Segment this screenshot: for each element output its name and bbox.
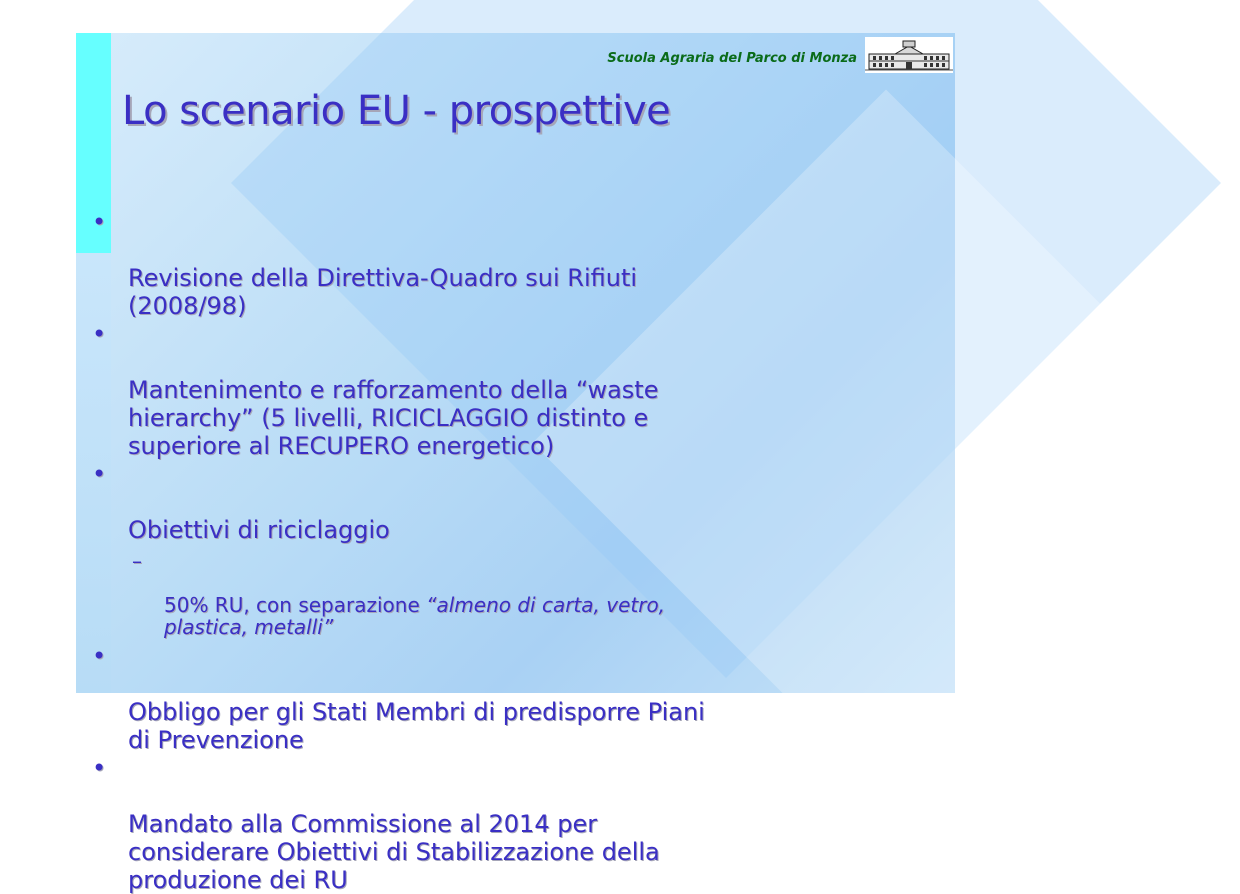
- building-icon: [865, 37, 953, 73]
- bullet-text: Obbligo per gli Stati Membri di predisporre Piani di Prevenzione: [128, 698, 705, 754]
- bullet-text: Revisione della Direttiva-Quadro sui Rifiuti (2008/98): [128, 264, 638, 320]
- sub-bullet-lead: 50% RU, con separazione: [164, 593, 427, 617]
- bullet-item: [90, 754, 870, 894]
- bullet-dot-icon: •: [92, 754, 107, 782]
- bullet-dot-icon: •: [92, 320, 107, 348]
- bullet-item: [90, 460, 870, 544]
- bullet-text: Mantenimento e rafforzamento della “waste hierarchy” (5 livelli, RICICLAGGIO distinto e superiore al RECUPERO energetico): [128, 376, 659, 460]
- bullet-text: Obiettivi di riciclaggio: [128, 516, 390, 544]
- bullet-dot-icon: •: [92, 460, 107, 488]
- bullet-item: [90, 642, 870, 754]
- bullet-list: [90, 208, 870, 894]
- school-header: Scuola Agraria del Parco di Monza: [607, 51, 857, 66]
- bullet-item: [90, 320, 870, 460]
- sub-bullet-quote: “almeno di carta, vetro, plastica, metalli”: [164, 593, 666, 639]
- bullet-text: Mandato alla Commissione al 2014 per considerare Obiettivi di Stabilizzazione della produzione dei RU: [128, 810, 660, 894]
- sub-bullet-item: [90, 550, 870, 638]
- dash-icon: –: [132, 549, 142, 573]
- bullet-dot-icon: •: [92, 208, 107, 236]
- bullet-item: [90, 208, 870, 320]
- bullet-dot-icon: •: [92, 642, 107, 670]
- slide-title: Lo scenario EU - prospettive: [122, 88, 671, 134]
